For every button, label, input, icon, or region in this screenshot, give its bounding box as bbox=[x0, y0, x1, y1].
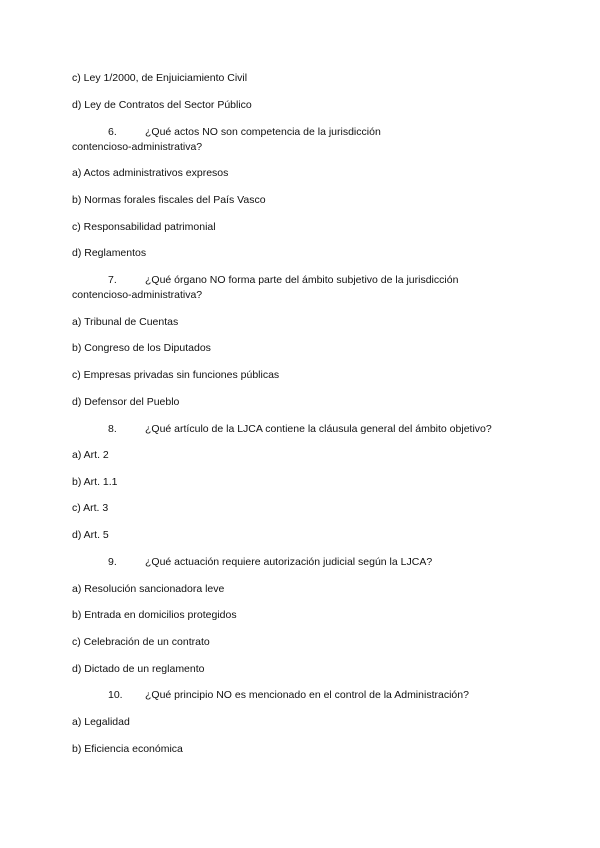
option-item: b) Eficiencia económica bbox=[72, 743, 183, 755]
question-number: 6. bbox=[108, 126, 117, 138]
option-item: b) Entrada en domicilios protegidos bbox=[72, 609, 237, 621]
question-text-continued: contencioso-administrativa? bbox=[72, 141, 203, 153]
option-item: d) Defensor del Pueblo bbox=[72, 396, 180, 408]
question-text: ¿Qué órgano NO forma parte del ámbito subjetivo de la jurisdicción bbox=[145, 274, 459, 286]
option-item: c) Celebración de un contrato bbox=[72, 636, 210, 648]
option-item: a) Art. 2 bbox=[72, 449, 109, 461]
question-text: ¿Qué principio NO es mencionado en el control de la Administración? bbox=[145, 689, 469, 701]
option-item: b) Congreso de los Diputados bbox=[72, 342, 211, 354]
option-item: c) Empresas privadas sin funciones públicas bbox=[72, 369, 280, 381]
option-item: d) Ley de Contratos del Sector Público bbox=[72, 99, 252, 111]
option-item: a) Resolución sancionadora leve bbox=[72, 583, 225, 595]
option-item: b) Art. 1.1 bbox=[72, 476, 118, 488]
question-number: 7. bbox=[108, 274, 117, 286]
option-item: d) Art. 5 bbox=[72, 529, 109, 541]
question-text: ¿Qué actuación requiere autorización judicial según la LJCA? bbox=[145, 556, 433, 568]
question-text: ¿Qué actos NO son competencia de la jurisdicción bbox=[145, 126, 381, 138]
option-item: d) Dictado de un reglamento bbox=[72, 663, 205, 675]
option-item: d) Reglamentos bbox=[72, 247, 147, 259]
question-number: 9. bbox=[108, 556, 117, 568]
option-item: a) Actos administrativos expresos bbox=[72, 167, 229, 179]
option-item: c) Art. 3 bbox=[72, 502, 109, 514]
option-item: a) Tribunal de Cuentas bbox=[72, 316, 179, 328]
option-item: c) Responsabilidad patrimonial bbox=[72, 221, 216, 233]
question-text-continued: contencioso-administrativa? bbox=[72, 289, 203, 301]
option-item: c) Ley 1/2000, de Enjuiciamiento Civil bbox=[72, 72, 248, 84]
question-text: ¿Qué artículo de la LJCA contiene la cláusula general del ámbito objetivo? bbox=[145, 423, 492, 435]
question-number: 8. bbox=[108, 423, 117, 435]
option-item: a) Legalidad bbox=[72, 716, 130, 728]
question-number: 10. bbox=[108, 689, 123, 701]
option-item: b) Normas forales fiscales del País Vasco bbox=[72, 194, 266, 206]
